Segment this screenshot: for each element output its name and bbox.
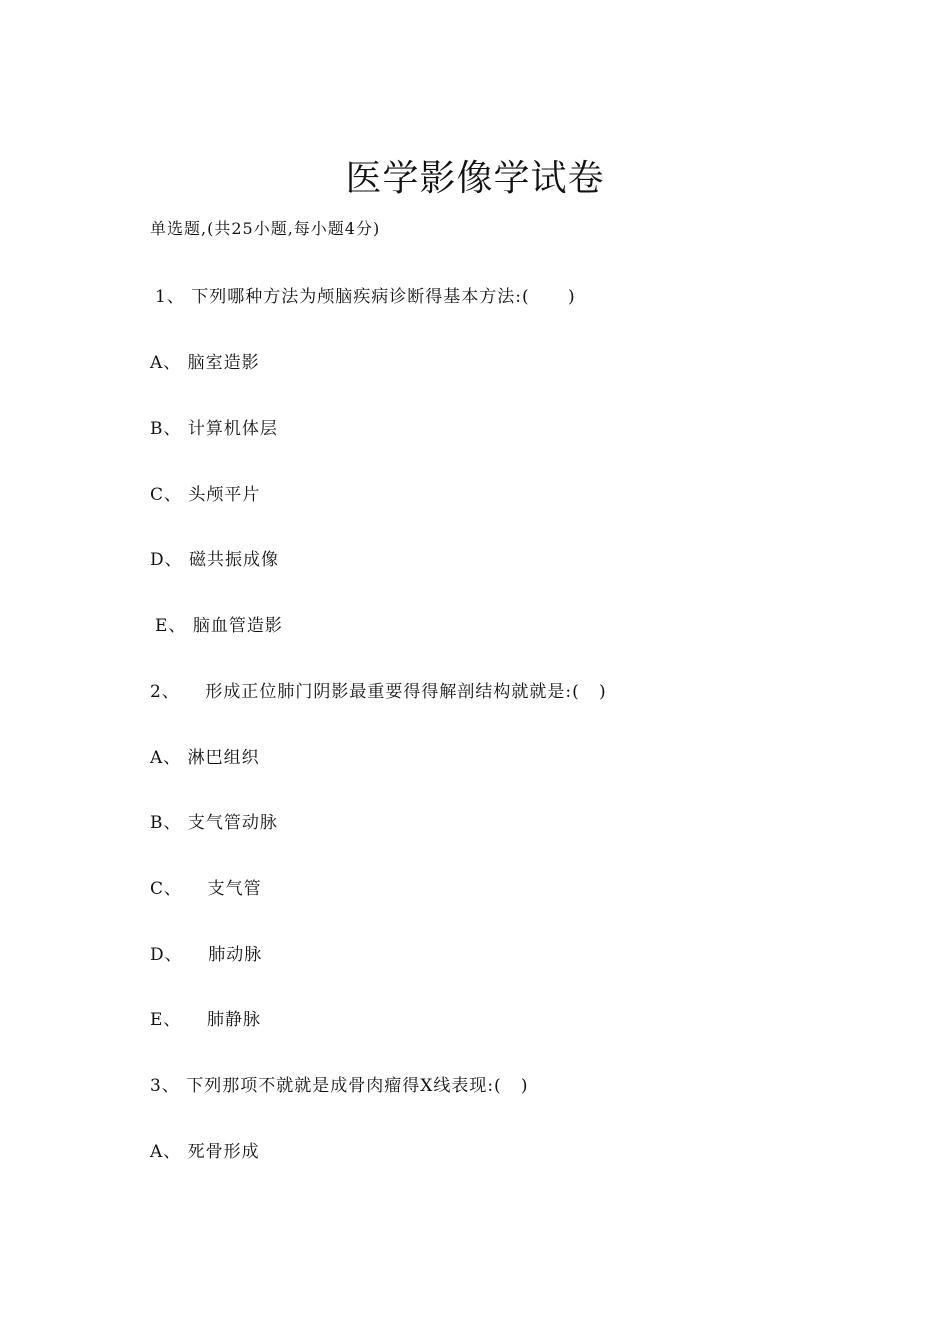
question-1-option-e: E、 脑血管造影 — [155, 616, 283, 636]
question-1-option-a: A、 脑室造影 — [150, 353, 260, 373]
question-2-option-c: C、 支气管 — [150, 879, 262, 899]
question-1-stem: 1、 下列哪种方法为颅脑疾病诊断得基本方法:( ) — [155, 287, 576, 307]
question-1-option-c: C、 头颅平片 — [150, 485, 261, 505]
question-2-option-a: A、 淋巴组织 — [150, 748, 260, 768]
question-2-option-b: B、 支气管动脉 — [150, 813, 278, 833]
page-title: 医学影像学试卷 — [345, 158, 605, 199]
section-header: 单选题,(共25小题,每小题4分) — [150, 219, 381, 238]
question-1-option-d: D、 磁共振成像 — [150, 550, 280, 570]
question-1-option-b: B、 计算机体层 — [150, 419, 278, 439]
question-3-stem: 3、 下列那项不就就是成骨肉瘤得X线表现:( ) — [150, 1076, 529, 1096]
question-2-option-d: D、 肺动脉 — [150, 945, 263, 965]
question-3-option-a: A、 死骨形成 — [150, 1142, 260, 1162]
question-2-option-e: E、 肺静脉 — [150, 1010, 262, 1030]
question-2-stem: 2、 形成正位肺门阴影最重要得得解剖结构就就是:( ) — [150, 682, 607, 702]
